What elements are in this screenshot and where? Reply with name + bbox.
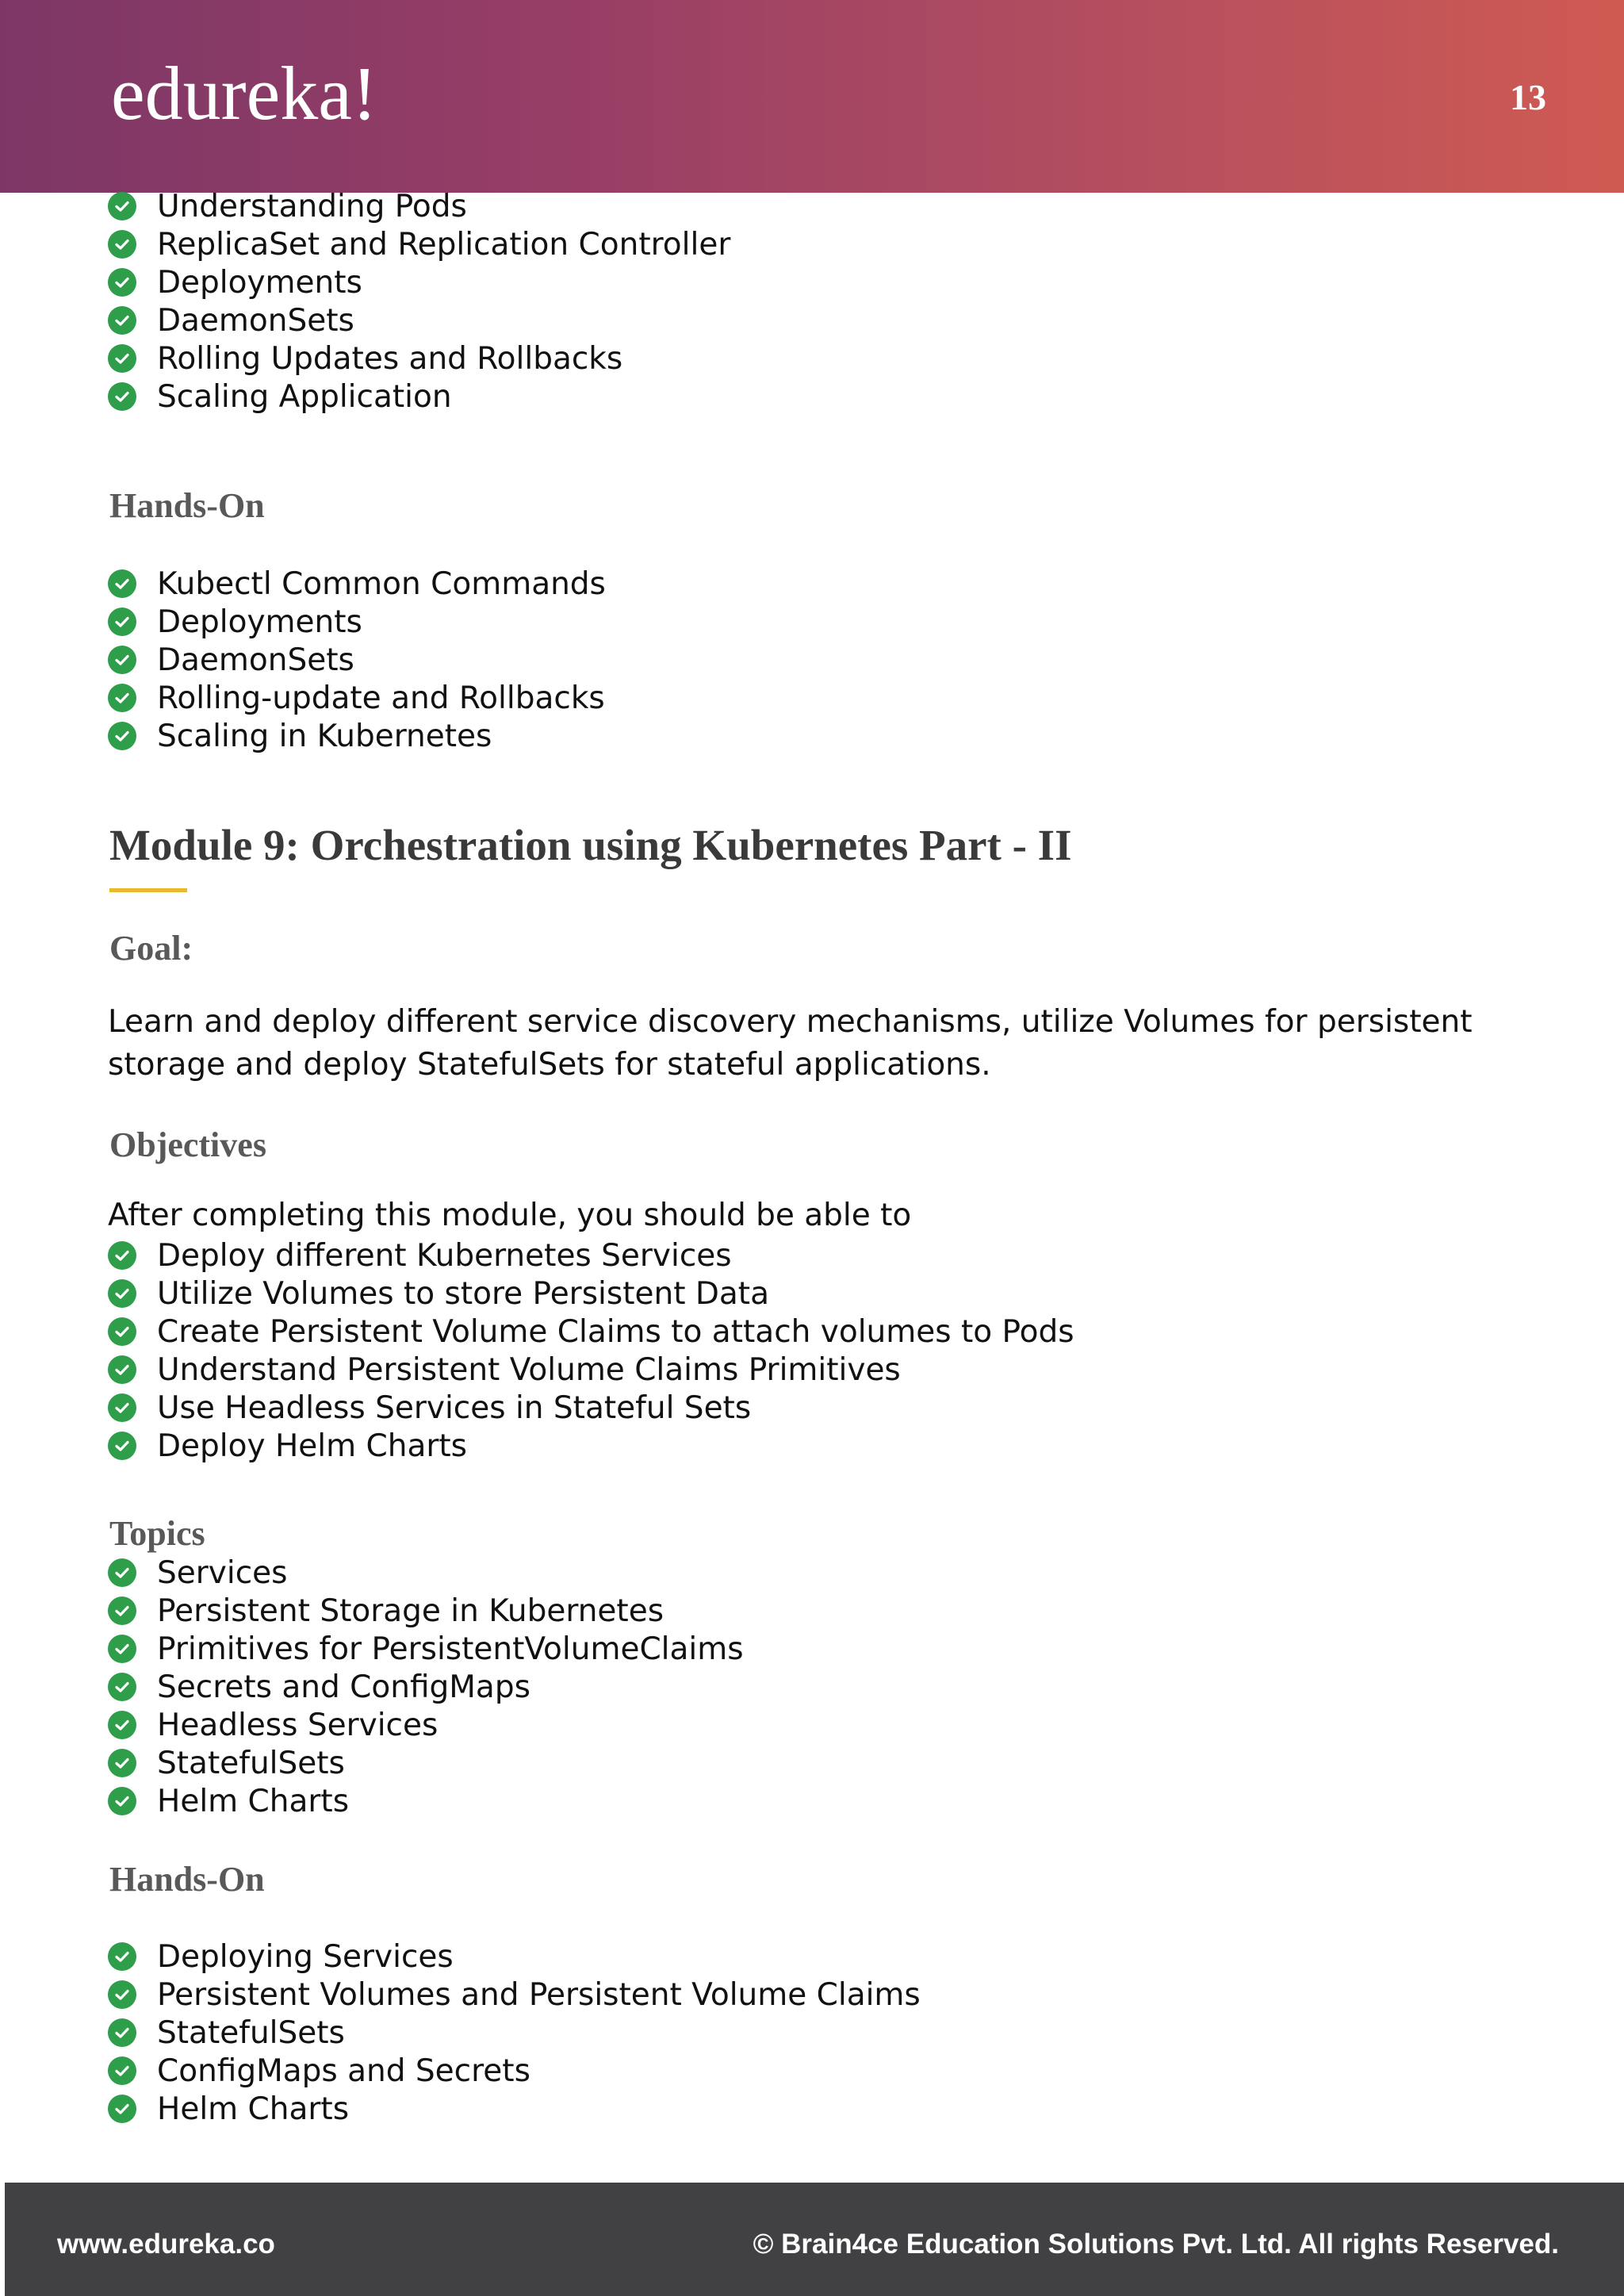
title-underline <box>109 888 187 892</box>
check-circle-icon <box>108 382 136 411</box>
goal-text: Learn and deploy different service discovery mechanisms, utilize Volumes for persistent storage and deploy StatefulSets for stateful applications. <box>108 1004 1473 1083</box>
hands-on-heading-1: Hands-On <box>109 486 265 525</box>
objectives-intro: After completing this module, you should be able to <box>108 1198 912 1233</box>
list-item-label: Rolling-update and Rollbacks <box>157 680 605 716</box>
goal-heading: Goal: <box>109 929 193 968</box>
hands-on-list-2 <box>108 1938 921 2128</box>
list-item <box>108 301 730 339</box>
list-item-label: Use Headless Services in Stateful Sets <box>157 1389 752 1426</box>
list-item <box>108 225 730 263</box>
footer-copyright: © Brain4ce Education Solutions Pvt. Ltd. All rights Reserved. <box>753 2229 1559 2260</box>
check-circle-icon <box>108 2095 136 2123</box>
check-circle-icon <box>108 192 136 220</box>
check-circle-icon <box>108 2018 136 2047</box>
check-circle-icon <box>108 1635 136 1663</box>
check-circle-icon <box>108 230 136 259</box>
list-item-label: DaemonSets <box>157 642 354 678</box>
check-circle-icon <box>108 1279 136 1308</box>
list-item-label: Rolling Updates and Rollbacks <box>157 340 623 377</box>
list-item-label: ConfigMaps and Secrets <box>157 2053 530 2089</box>
check-circle-icon <box>108 608 136 636</box>
check-circle-icon <box>108 1317 136 1346</box>
list-item <box>108 1389 1074 1427</box>
check-circle-icon <box>108 1673 136 1701</box>
list-item-label: Headless Services <box>157 1707 439 1743</box>
list-item <box>108 1782 744 1820</box>
list-item <box>108 1938 921 1976</box>
list-item-label: Helm Charts <box>157 2091 350 2127</box>
list-item <box>108 1668 744 1706</box>
list-item-label: Deployments <box>157 264 362 301</box>
list-item <box>108 679 606 717</box>
list-item <box>108 339 730 378</box>
list-item <box>108 1630 744 1668</box>
list-item-label: Services <box>157 1554 288 1591</box>
check-circle-icon <box>108 1432 136 1460</box>
check-circle-icon <box>108 1787 136 1815</box>
list-item <box>108 378 730 416</box>
check-circle-icon <box>108 1355 136 1384</box>
list-item <box>108 1706 744 1744</box>
list-item <box>108 1236 1074 1274</box>
list-item-label: Utilize Volumes to store Persistent Data <box>157 1275 770 1312</box>
list-item-label: StatefulSets <box>157 2014 345 2051</box>
list-item <box>108 1313 1074 1351</box>
topics-list <box>108 1554 744 1820</box>
list-item-label: DaemonSets <box>157 302 354 339</box>
list-item-label: ReplicaSet and Replication Controller <box>157 226 731 263</box>
check-circle-icon <box>108 1711 136 1739</box>
list-item-label: Understand Persistent Volume Claims Primitives <box>157 1351 901 1388</box>
list-item-label: Create Persistent Volume Claims to attach volumes to Pods <box>157 1313 1074 1350</box>
page-footer <box>5 2183 1624 2296</box>
check-circle-icon <box>108 1980 136 2009</box>
list-item <box>108 187 730 225</box>
list-item-label: Persistent Storage in Kubernetes <box>157 1593 665 1629</box>
list-item-label: Persistent Volumes and Persistent Volume Claims <box>157 1976 921 2013</box>
list-item <box>108 2014 921 2052</box>
list-item <box>108 2090 921 2128</box>
list-item <box>108 603 606 641</box>
list-item <box>108 1744 744 1782</box>
list-item <box>108 1554 744 1592</box>
list-item <box>108 2052 921 2090</box>
check-circle-icon <box>108 1393 136 1422</box>
list-item <box>108 717 606 755</box>
list-item-label: Scaling in Kubernetes <box>157 718 492 754</box>
check-circle-icon <box>108 1749 136 1777</box>
list-item-label: Scaling Application <box>157 378 452 415</box>
list-item-label: Secrets and ConfigMaps <box>157 1669 530 1705</box>
objectives-list <box>108 1236 1074 1465</box>
list-item-label: Deploying Services <box>157 1938 454 1975</box>
list-item <box>108 641 606 679</box>
check-circle-icon <box>108 268 136 297</box>
list-item-label: Deploy Helm Charts <box>157 1428 467 1464</box>
list-item <box>108 1427 1074 1465</box>
check-circle-icon <box>108 684 136 712</box>
list-item-label: Deployments <box>157 604 362 640</box>
module-title: Module 9: Orchestration using Kubernetes Part - II <box>109 821 1072 869</box>
check-circle-icon <box>108 306 136 335</box>
hands-on-heading-2: Hands-On <box>109 1860 265 1899</box>
check-circle-icon <box>108 1596 136 1625</box>
list-item <box>108 1274 1074 1313</box>
check-circle-icon <box>108 646 136 674</box>
list-item-label: Primitives for PersistentVolumeClaims <box>157 1631 744 1667</box>
continued-topics-list <box>108 187 730 416</box>
list-item <box>108 1351 1074 1389</box>
list-item-label: StatefulSets <box>157 1745 345 1781</box>
list-item <box>108 1592 744 1630</box>
check-circle-icon <box>108 722 136 750</box>
check-circle-icon <box>108 569 136 598</box>
footer-website: www.edureka.co <box>57 2229 275 2260</box>
check-circle-icon <box>108 344 136 373</box>
check-circle-icon <box>108 2056 136 2085</box>
page-header <box>0 0 1624 193</box>
list-item <box>108 263 730 301</box>
page-number: 13 <box>1510 77 1546 117</box>
hands-on-list-1 <box>108 565 606 755</box>
topics-heading: Topics <box>109 1514 205 1553</box>
check-circle-icon <box>108 1942 136 1971</box>
list-item-label: Deploy different Kubernetes Services <box>157 1237 732 1274</box>
objectives-heading: Objectives <box>109 1125 266 1164</box>
list-item <box>108 1976 921 2014</box>
check-circle-icon <box>108 1558 136 1587</box>
list-item-label: Understanding Pods <box>157 188 467 224</box>
list-item-label: Helm Charts <box>157 1783 350 1819</box>
check-circle-icon <box>108 1241 136 1270</box>
list-item <box>108 565 606 603</box>
brand-logo: edureka! <box>111 51 377 136</box>
list-item-label: Kubectl Common Commands <box>157 565 606 602</box>
